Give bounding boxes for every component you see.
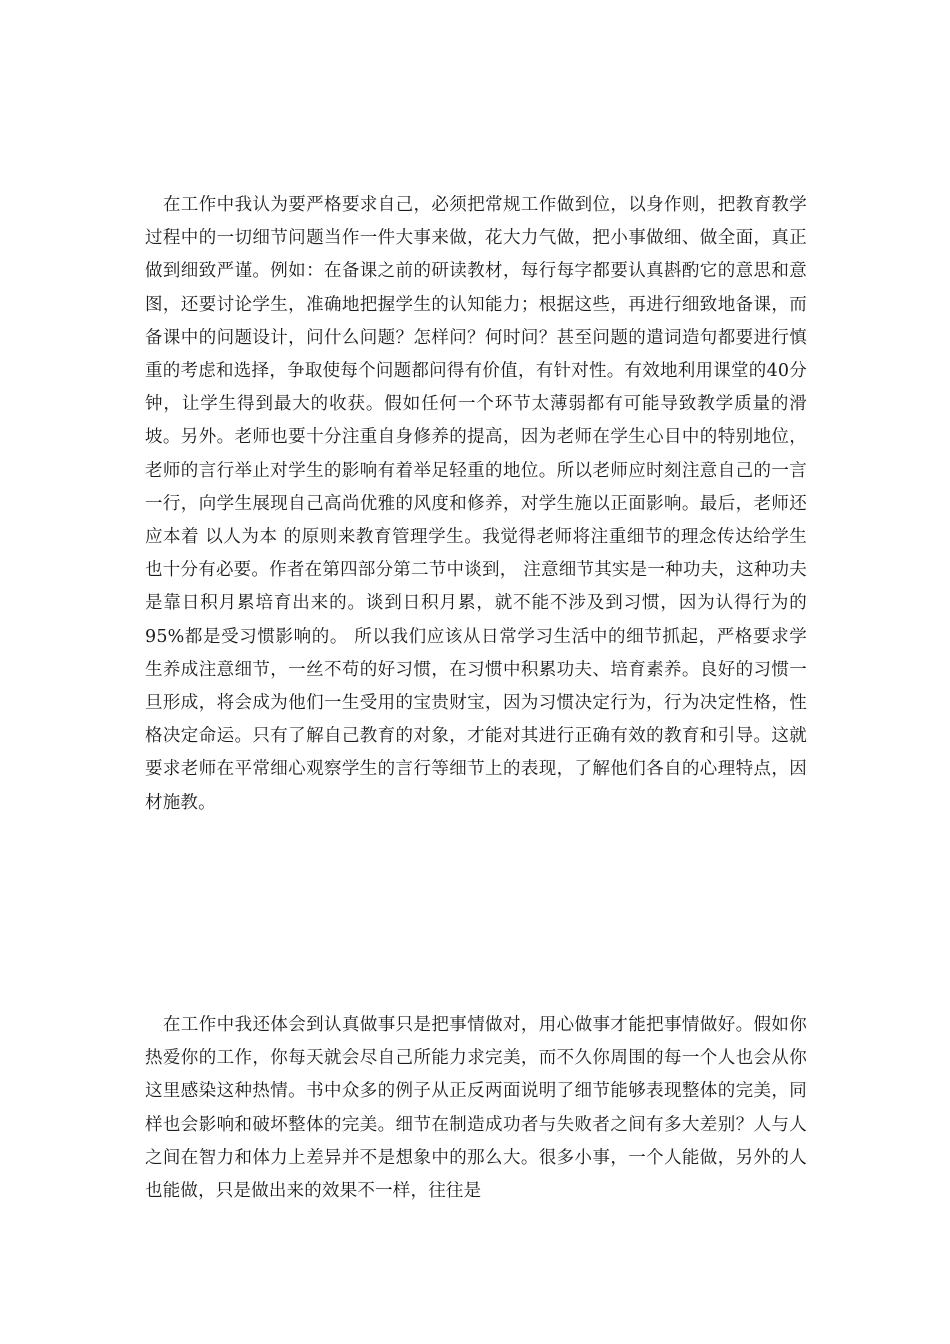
body-paragraph-2: 在工作中我还体会到认真做事只是把事情做对，用心做事才能把事情做好。假如你热爱你的工作，你每天就会尽自己所能力求完美，而不久你周围的每一个人也会从你这里感染这种热情。书中众多的例子从正反两面说明了细节能够表现整体的完美，同样也会影响和破坏整体的完美。细节在制造成功者与失败者之间有多大差别？人与人之间在智力和体力上差异并不是想象中的那么大。很多小事，一个人能做，另外的人也能做，只是做出来的效果不一样，往往是 xyxy=(145,1015,807,1202)
body-paragraph-1: 在工作中我认为要严格要求自己，必须把常规工作做到位，以身作则，把教育教学过程中的一切细节问题当作一件大事来做，花大力气做，把小事做细、做全面，真正做到细致严谨。例如：在备课之前的研读教材，每行每字都要认真斟酌它的意思和意图，还要讨论学生，准确地把握学生的认知能力；根据这些，再进行细致地备课，而备课中的问题设计，问什么问题？怎样问？何时问？甚至问题的遣词造句都要进行慎重的考虑和选择，争取使每个问题都问得有价值，有针对性。有效地利用课堂的40分钟，让学生得到最大的收获。假如任何一个环节太薄弱都有可能导致教学质量的滑坡。另外。老师也要十分注重自身修养的提高，因为老师在学生心目中的特别地位，老师的言行举止对学生的影响有着举足轻重的地位。所以老师应时刻注意自己的一言一行，向学生展现自己高尚优雅的风度和修养，对学生施以正面影响。最后，老师还应本着 以人为本 的原则来教育管理学生。我觉得老师将注重细节的理念传达给学生也十分有必要。作者在第四部分第二节中谈到， 注意细节其实是一种功夫，这种功夫是靠日积月累培育出来的。谈到日积月累，就不能不涉及到习惯，因为认得行为的95%都是受习惯影响的。 所以我们应该从日常学习生活中的细节抓起，严格要求学生养成注意细节，一丝不苟的好习惯，在习惯中积累功夫、培育素养。良好的习惯一旦形成，将会成为他们一生受用的宝贵财宝，因为习惯决定行为，行为决定性格，性格决定命运。只有了解自己教育的对象，才能对其进行正确有效的教育和引导。这就要求老师在平常细心观察学生的言行等细节上的表现，了解他们各自的心理特点，因材施教。 xyxy=(145,195,807,813)
